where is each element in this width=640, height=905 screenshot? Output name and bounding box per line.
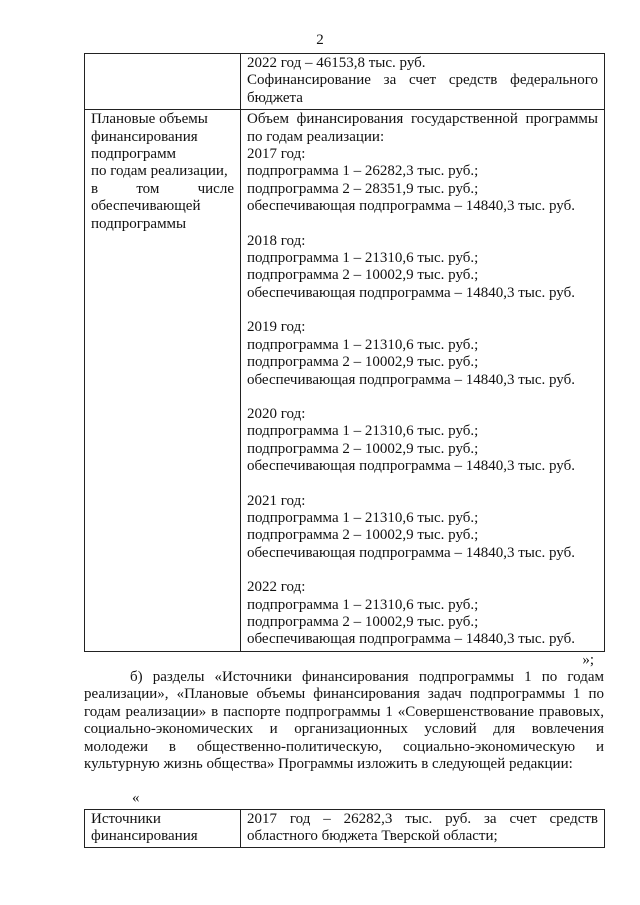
year-label: 2021 год: — [247, 492, 306, 509]
table-cell-federal — [241, 54, 605, 110]
supporting-subprogram-amount: обеспечивающая подпрограмма – 14840,3 тыс. руб. — [247, 198, 575, 215]
subprogram-2-amount: подпрограмма 2 – 10002,9 тыс. руб.; — [247, 267, 479, 284]
text-line: по годам реализации, — [91, 163, 228, 180]
amendment-paragraph — [84, 669, 604, 773]
subprogram-1-amount: подпрограмма 1 – 21310,6 тыс. руб.; — [247, 596, 479, 613]
text-line: областного бюджета Тверской области; — [247, 828, 498, 845]
text-line: в том числе — [91, 180, 234, 197]
year-label: 2022 год: — [247, 579, 306, 596]
year-block — [247, 319, 598, 389]
table-row — [85, 810, 605, 848]
text-line: бюджета — [247, 89, 303, 106]
table-cell-label — [85, 110, 241, 652]
year-block — [247, 146, 598, 216]
year-block — [247, 406, 598, 476]
supporting-subprogram-amount: обеспечивающая подпрограмма – 14840,3 тыс. руб. — [247, 371, 575, 388]
text-line: финансирования — [91, 828, 198, 845]
closing-quote-mark: »; — [582, 652, 594, 668]
text-line: Источники — [91, 811, 161, 827]
text-line: по годам реализации: — [247, 128, 385, 145]
year-block — [247, 233, 598, 303]
table-cell-amounts — [241, 810, 605, 848]
subprogram-1-amount: подпрограмма 1 – 21310,6 тыс. руб.; — [247, 336, 479, 353]
table-row — [85, 54, 605, 110]
year-label: 2020 год: — [247, 405, 306, 422]
text-line: обеспечивающей — [91, 198, 201, 215]
subprogram-1-amount: подпрограмма 1 – 21310,6 тыс. руб.; — [247, 250, 479, 267]
subprogram-2-amount: подпрограмма 2 – 10002,9 тыс. руб.; — [247, 613, 479, 630]
page-number: 2 — [316, 32, 324, 48]
text-line: подпрограммы — [91, 215, 187, 232]
subprogram-2-amount: подпрограмма 2 – 28351,9 тыс. руб.; — [247, 180, 479, 197]
text-line: Софинансирование за счет средств федерального — [247, 72, 598, 89]
text-line: 2022 год – 46153,8 тыс. руб. — [247, 55, 426, 71]
supporting-subprogram-amount: обеспечивающая подпрограмма – 14840,3 тыс. руб. — [247, 544, 575, 561]
opening-quote-mark: « — [132, 790, 140, 806]
year-block — [247, 579, 598, 649]
subprogram-1-amount: подпрограмма 1 – 21310,6 тыс. руб.; — [247, 423, 479, 440]
subprogram-financing-table — [84, 809, 605, 848]
text-line: Плановые объемы — [91, 111, 208, 128]
table-cell-amounts — [241, 110, 605, 652]
supporting-subprogram-amount: обеспечивающая подпрограмма – 14840,3 тыс. руб. — [247, 631, 575, 648]
year-label: 2019 год: — [247, 319, 306, 336]
subprogram-2-amount: подпрограмма 2 – 10002,9 тыс. руб.; — [247, 354, 479, 371]
table-row — [85, 110, 605, 652]
text-line: подпрограмм — [91, 146, 177, 163]
supporting-subprogram-amount: обеспечивающая подпрограмма – 14840,3 тыс. руб. — [247, 458, 575, 475]
subprogram-1-amount: подпрограмма 1 – 26282,3 тыс. руб.; — [247, 163, 479, 180]
year-label: 2017 год: — [247, 146, 306, 163]
subprogram-2-amount: подпрограмма 2 – 10002,9 тыс. руб.; — [247, 527, 479, 544]
paragraph-text: б) разделы «Источники финансирования подпрограммы 1 по годам реализации», «Плановые объемы финансирования задач подпрограммы 1 по годам реализации» в паспорте подпрограммы 1 «Совершенствование правовых, социально-экономических и организационных условий для вовлечения молодежи в общественно-политическую, социально-экономическую и культурную жизнь общества» Программы изложить в следующей редакции: — [84, 669, 604, 773]
supporting-subprogram-amount: обеспечивающая подпрограмма – 14840,3 тыс. руб. — [247, 284, 575, 301]
text-line: 2017 год – 26282,3 тыс. руб. за счет средств — [247, 811, 598, 827]
year-label: 2018 год: — [247, 232, 306, 249]
text-line: финансирования — [91, 128, 198, 145]
subprogram-1-amount: подпрограмма 1 – 21310,6 тыс. руб.; — [247, 509, 479, 526]
financing-table — [84, 53, 605, 652]
year-block — [247, 493, 598, 563]
subprogram-2-amount: подпрограмма 2 – 10002,9 тыс. руб.; — [247, 440, 479, 457]
table-cell-label — [85, 810, 241, 848]
text-line: Объем финансирования государственной программы — [247, 111, 598, 128]
table-cell-empty — [85, 54, 241, 110]
